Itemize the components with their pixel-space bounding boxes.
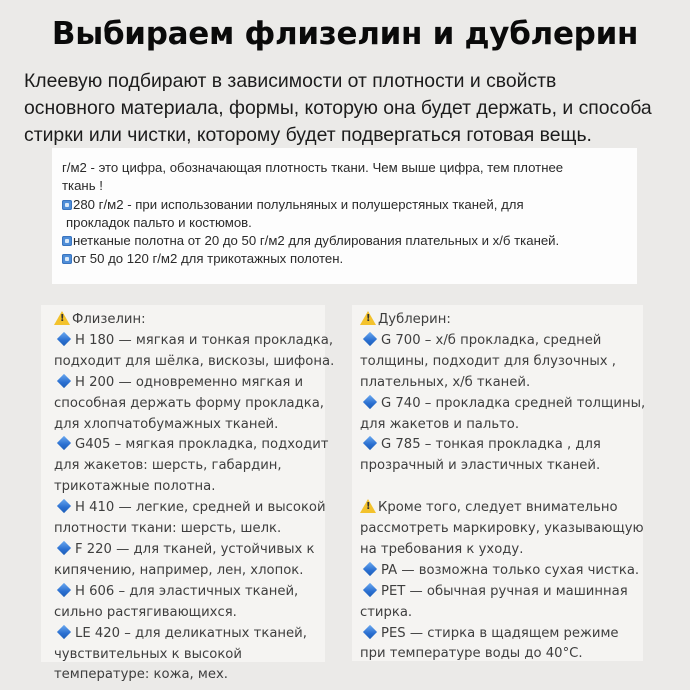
blue-diamond-icon bbox=[57, 499, 71, 513]
flizelin-item: F 220 — для тканей, устойчивых к bbox=[54, 540, 325, 561]
warning-icon bbox=[360, 311, 376, 325]
care-note-continuation: на требования к уходу. bbox=[360, 541, 524, 557]
flizelin-item-continuation: трикотажные полотна. bbox=[54, 479, 216, 495]
flizelin-item-continuation: сильно растягивающихся. bbox=[54, 604, 237, 620]
dublerin-item-continuation: толщины, подходит для блузочных , bbox=[360, 353, 616, 369]
blue-diamond-icon bbox=[363, 332, 377, 346]
blue-diamond-icon bbox=[363, 395, 377, 409]
blue-square-bullet-icon bbox=[62, 200, 72, 210]
spacer bbox=[360, 477, 643, 498]
blue-diamond-icon bbox=[363, 562, 377, 576]
warning-icon bbox=[360, 499, 376, 513]
info-intro-line: ткань ! bbox=[62, 178, 103, 194]
care-item-continuation: при температуре воды до 40°С. bbox=[360, 646, 583, 662]
flizelin-item-continuation: плотности ткани: шерсть, шелк. bbox=[54, 521, 282, 537]
blue-square-bullet-icon bbox=[62, 236, 72, 246]
intro-line: стирки или чистки, которому будет подвергаться готовая вещь. bbox=[24, 124, 592, 146]
dublerin-item: G 700 – х/б прокладка, средней bbox=[360, 331, 643, 352]
care-note: !Кроме того, следует внимательно bbox=[360, 498, 643, 519]
dublerin-item: G 740 – прокладка средней толщины, bbox=[360, 394, 643, 415]
flizelin-item-continuation: для хлопчатобумажных тканей. bbox=[54, 416, 279, 432]
flizelin-panel bbox=[41, 305, 335, 683]
care-item: PA — возможна только сухая чистка. bbox=[360, 561, 643, 582]
intro-paragraph bbox=[24, 68, 684, 149]
flizelin-item-continuation: температуре: кожа, мех. bbox=[54, 667, 228, 683]
info-intro-line: г/м2 - это цифра, обозначающая плотность ткани. Чем выше цифра, тем плотнее bbox=[62, 160, 564, 175]
blue-square-bullet-icon bbox=[62, 254, 72, 264]
info-item: 280 г/м2 - при использовании полульняных и полушерстяных тканей, для bbox=[62, 196, 629, 214]
flizelin-item: G405 – мягкая прокладка, подходит bbox=[54, 435, 325, 456]
flizelin-item-continuation: кипячению, например, лен, хлопок. bbox=[54, 562, 304, 578]
dublerin-heading: !Дублерин: bbox=[360, 310, 643, 331]
flizelin-item: LE 420 – для деликатных тканей, bbox=[54, 624, 325, 645]
intro-line: основного материала, формы, которую она будет держать, и способа bbox=[24, 97, 652, 119]
flizelin-item-continuation: способная держать форму прокладка, bbox=[54, 395, 324, 411]
blue-diamond-icon bbox=[363, 583, 377, 597]
flizelin-item: H 180 — мягкая и тонкая прокладка, bbox=[54, 331, 325, 352]
blue-diamond-icon bbox=[57, 332, 71, 346]
care-note-continuation: рассмотреть маркировку, указывающую bbox=[360, 521, 644, 537]
flizelin-item-continuation: подходит для шёлка, вискозы, шифона. bbox=[54, 353, 335, 369]
care-item-continuation: стирка. bbox=[360, 604, 413, 620]
info-item: нетканые полотна от 20 до 50 г/м2 для дублирования плательных и х/б тканей. bbox=[62, 232, 629, 250]
flizelin-item: H 606 – для эластичных тканей, bbox=[54, 582, 325, 603]
dublerin-panel bbox=[352, 305, 646, 662]
blue-diamond-icon bbox=[57, 374, 71, 388]
blue-diamond-icon bbox=[57, 541, 71, 555]
blue-diamond-icon bbox=[57, 436, 71, 450]
blue-diamond-icon bbox=[57, 625, 71, 639]
care-item: PET — обычная ручная и машинная bbox=[360, 582, 643, 603]
blue-diamond-icon bbox=[57, 583, 71, 597]
dublerin-item-continuation: плательных, х/б тканей. bbox=[360, 374, 531, 390]
density-info-box bbox=[52, 148, 637, 284]
flizelin-heading: !Флизелин: bbox=[54, 310, 325, 331]
warning-icon bbox=[54, 311, 70, 325]
page-title: Выбираем флизелин и дублерин bbox=[51, 16, 639, 52]
intro-line: Клеевую подбирают в зависимости от плотности и свойств bbox=[24, 70, 557, 92]
flizelin-item-continuation: для жакетов: шерсть, габардин, bbox=[54, 458, 282, 474]
dublerin-item-continuation: прозрачный и эластичных тканей. bbox=[360, 458, 601, 474]
flizelin-item-continuation: чувствительных к высокой bbox=[54, 646, 242, 662]
blue-diamond-icon bbox=[363, 625, 377, 639]
dublerin-item: G 785 – тонкая прокладка , для bbox=[360, 435, 643, 456]
blue-diamond-icon bbox=[363, 436, 377, 450]
care-item: PES — стирка в щадящем режиме bbox=[360, 624, 643, 645]
dublerin-item-continuation: для жакетов и пальто. bbox=[360, 416, 520, 432]
flizelin-item: H 200 — одновременно мягкая и bbox=[54, 373, 325, 394]
info-item-continuation: прокладок пальто и костюмов. bbox=[66, 214, 252, 230]
info-item: от 50 до 120 г/м2 для трикотажных полотен. bbox=[62, 250, 629, 268]
flizelin-item: H 410 — легкие, средней и высокой bbox=[54, 498, 325, 519]
